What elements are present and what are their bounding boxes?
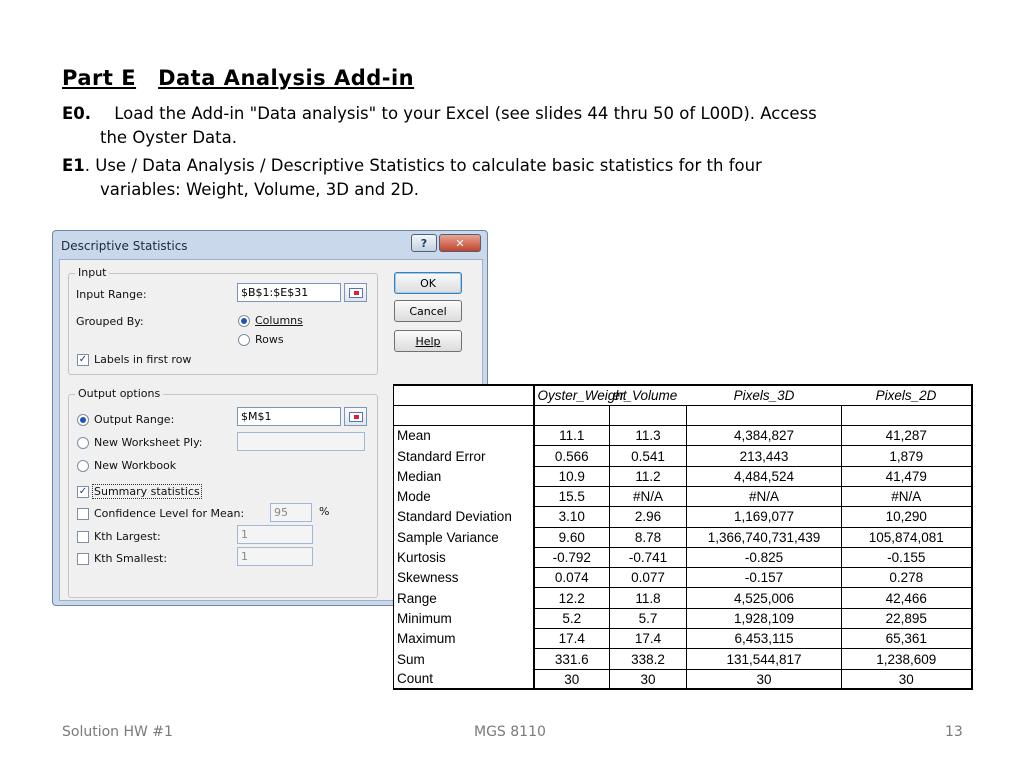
rows-radio[interactable] [238, 334, 250, 346]
table-cell: 30 [687, 669, 842, 689]
table-cell: 22,895 [842, 608, 972, 628]
row-label: Kurtosis [394, 547, 534, 567]
table-row [394, 527, 972, 547]
table-cell: 42,466 [842, 588, 972, 608]
table-cell: 8.78 [610, 527, 687, 547]
confidence-unit: % [319, 505, 330, 518]
e1-label: E1 [62, 156, 85, 175]
table-cell: 4,525,006 [687, 588, 842, 608]
new-workbook-radio[interactable] [77, 460, 89, 472]
table-cell: 9.60 [534, 527, 610, 547]
table-cell: 331.6 [534, 649, 610, 669]
table-cell: 1,169,077 [687, 507, 842, 527]
help-button-label: Help [415, 334, 441, 348]
e0-line2: the Oyster Data. [100, 128, 237, 147]
confidence-level-checkbox[interactable] [77, 508, 89, 520]
confidence-level-label: Confidence Level for Mean: [94, 507, 245, 520]
output-range-label: Output Range: [94, 413, 175, 426]
kth-smallest-field[interactable]: 1 [237, 547, 313, 566]
table-cell: 131,544,817 [687, 649, 842, 669]
title-part: Part E [62, 66, 137, 90]
kth-smallest-checkbox[interactable] [77, 553, 89, 565]
table-cell: #N/A [610, 486, 687, 506]
close-icon[interactable]: ✕ [439, 234, 481, 252]
new-workbook-label: New Workbook [94, 459, 177, 472]
table-cell: 6,453,115 [687, 629, 842, 649]
table-cell: 41,287 [842, 426, 972, 446]
table-row [394, 588, 972, 608]
e1-line2: variables: Weight, Volume, 3D and 2D. [100, 180, 419, 199]
output-range-collapse-icon[interactable] [344, 407, 367, 426]
descriptive-statistics-table [393, 384, 973, 690]
header-cell [394, 385, 534, 405]
footer-center: MGS 8110 [474, 724, 546, 740]
footer-left: Solution HW #1 [62, 724, 173, 740]
summary-statistics-checkbox[interactable]: ✓ [78, 486, 88, 497]
table-cell: 10,290 [842, 507, 972, 527]
row-label: Standard Deviation [394, 507, 534, 527]
table-cell: 11.8 [610, 588, 687, 608]
table-cell: -0.792 [534, 547, 610, 567]
row-label: Sample Variance [394, 527, 534, 547]
table-cell: 1,879 [842, 446, 972, 466]
help-button[interactable] [394, 330, 462, 352]
table-cell: 30 [610, 669, 687, 689]
kth-largest-label: Kth Largest: [94, 530, 161, 543]
columns-label: Columns [255, 314, 303, 327]
table-cell: 41,479 [842, 466, 972, 486]
footer-page-number: 13 [945, 724, 963, 740]
table-row [394, 608, 972, 628]
row-label: Mode [394, 486, 534, 506]
table-cell: 11.3 [610, 426, 687, 446]
table-cell: 17.4 [610, 629, 687, 649]
row-label: Maximum [394, 629, 534, 649]
input-range-field[interactable]: $B$1:$E$31 [237, 283, 341, 302]
table-cell: 5.7 [610, 608, 687, 628]
table-row [394, 507, 972, 527]
row-label: Mean [394, 426, 534, 446]
table-cell: 5.2 [534, 608, 610, 628]
table-blank-row [394, 405, 972, 425]
summary-statistics-label: Summary statistics [94, 485, 200, 498]
new-worksheet-label: New Worksheet Ply: [94, 436, 203, 449]
table-row [394, 568, 972, 588]
kth-largest-field[interactable]: 1 [237, 525, 313, 544]
table-cell: 65,361 [842, 629, 972, 649]
e0-line1: Load the Add-in "Data analysis" to your Excel (see slides 44 thru 50 of L00D). Access [114, 104, 817, 123]
kth-smallest-label: Kth Smallest: [94, 552, 168, 565]
row-label: Minimum [394, 608, 534, 628]
e1-line1: . Use / Data Analysis / Descriptive Statistics to calculate basic statistics for th four [84, 156, 762, 175]
header-cell [610, 385, 687, 405]
row-label: Count [394, 669, 534, 689]
help-icon[interactable]: ? [411, 234, 437, 252]
table-cell: 15.5 [534, 486, 610, 506]
output-range-field[interactable]: $M$1 [237, 407, 341, 426]
table-cell: 11.1 [534, 426, 610, 446]
row-label: Skewness [394, 568, 534, 588]
table-row [394, 486, 972, 506]
dialog-title: Descriptive Statistics [61, 239, 188, 253]
table-cell: 4,384,827 [687, 426, 842, 446]
table-cell: #N/A [842, 486, 972, 506]
table-cell: 0.278 [842, 568, 972, 588]
table-cell: 0.566 [534, 446, 610, 466]
paragraph-e1 [62, 154, 762, 202]
table-row [394, 426, 972, 446]
table-cell: 30 [534, 669, 610, 689]
header-cell [534, 385, 627, 405]
table-row [394, 547, 972, 567]
e0-label: E0. [62, 104, 92, 123]
table-cell: 1,238,609 [842, 649, 972, 669]
table-cell: -0.155 [842, 547, 972, 567]
table-cell: -0.157 [687, 568, 842, 588]
table-cell: 12.2 [534, 588, 610, 608]
table-cell: 4,484,524 [687, 466, 842, 486]
table-row [394, 629, 972, 649]
columns-radio[interactable] [238, 315, 250, 327]
table-row [394, 669, 972, 689]
input-range-label: Input Range: [76, 288, 147, 301]
cancel-button[interactable]: Cancel [394, 300, 462, 322]
header-cell: Pixels_2D [842, 385, 972, 405]
labels-first-row-label: Labels in first row [94, 353, 192, 366]
table-row [394, 446, 972, 466]
ok-button[interactable]: OK [394, 272, 462, 294]
table-cell: 30 [842, 669, 972, 689]
output-range-radio[interactable] [77, 414, 89, 426]
table-cell: 3.10 [534, 507, 610, 527]
row-label: Median [394, 466, 534, 486]
table-cell: 338.2 [610, 649, 687, 669]
header-volume: er_Volume [612, 387, 678, 403]
table-cell: 0.077 [610, 568, 687, 588]
new-worksheet-radio[interactable] [77, 437, 89, 449]
table-cell: 1,928,109 [687, 608, 842, 628]
row-label: Sum [394, 649, 534, 669]
table-cell: 2.96 [610, 507, 687, 527]
row-label: Range [394, 588, 534, 608]
new-worksheet-field[interactable] [237, 432, 365, 451]
table-cell: 11.2 [610, 466, 687, 486]
labels-first-row-checkbox[interactable]: ✓ [78, 354, 88, 365]
table-cell: -0.825 [687, 547, 842, 567]
table-body [394, 405, 972, 689]
table-cell: 17.4 [534, 629, 610, 649]
table-cell: -0.741 [610, 547, 687, 567]
header-cell: Pixels_3D [687, 385, 842, 405]
table-cell: 1,366,740,731,439 [687, 527, 842, 547]
table-cell: 213,443 [687, 446, 842, 466]
input-range-collapse-icon[interactable] [344, 283, 367, 302]
row-label: Standard Error [394, 446, 534, 466]
input-legend: Input [75, 266, 109, 279]
paragraph-e0 [62, 102, 817, 150]
table-cell: 0.541 [610, 446, 687, 466]
header-oyster-weight: Oyster_Weight [537, 387, 627, 403]
table-cell: 0.074 [534, 568, 610, 588]
rows-label: Rows [255, 333, 284, 346]
table-cell: 105,874,081 [842, 527, 972, 547]
table-cell: #N/A [687, 486, 842, 506]
output-legend: Output options [75, 387, 163, 400]
confidence-level-field[interactable]: 95 [270, 503, 312, 522]
title-rest: Data Analysis Add-in [158, 66, 415, 90]
kth-largest-checkbox[interactable] [77, 531, 89, 543]
grouped-by-label: Grouped By: [76, 315, 144, 328]
table-row [394, 649, 972, 669]
table-row [394, 466, 972, 486]
table-header-row [394, 385, 972, 405]
slide-title [62, 66, 414, 90]
table-cell: 10.9 [534, 466, 610, 486]
